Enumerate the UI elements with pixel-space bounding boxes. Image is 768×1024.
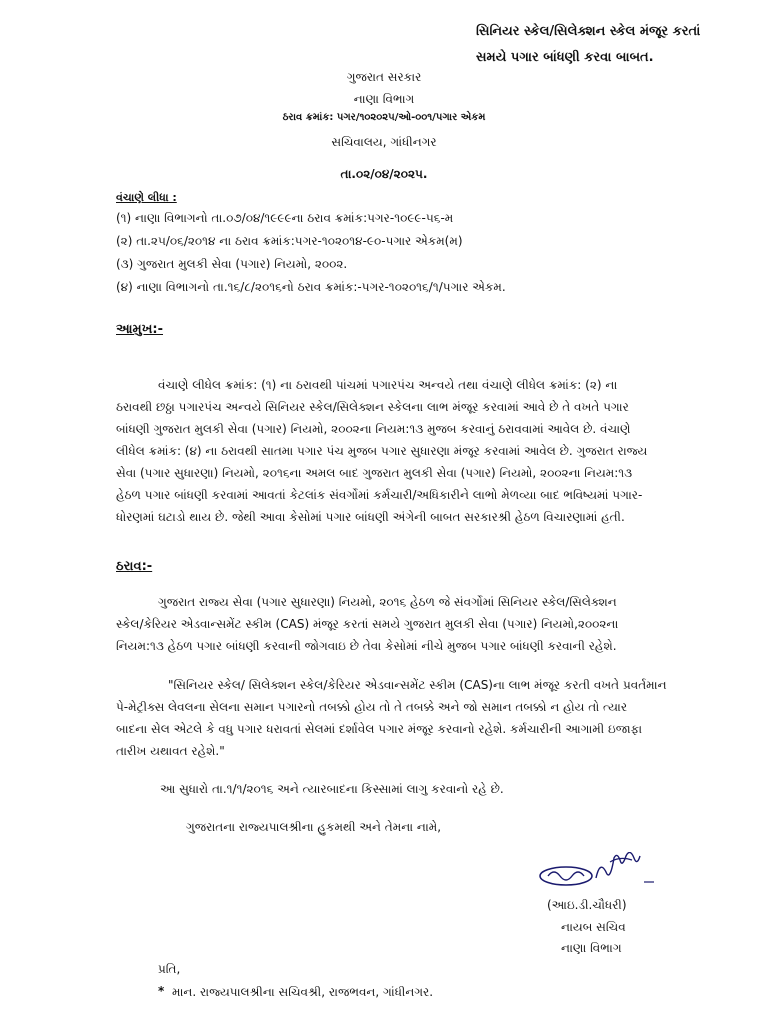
signature-image	[530, 852, 670, 892]
resolution-line: સ્કેલ/કેરિયર એડવાન્સમેંટ સ્કીમ (CAS) મંજૂર કરતાં સમયે ગુજરાત મુલકી સેવા (પગાર) નિયમો,૨૦૦૨ના	[116, 617, 619, 631]
resolution-line: તારીખ યથાવત રહેશે."	[116, 744, 225, 758]
signatory-department: નાણા વિભાગ	[561, 941, 622, 955]
preamble-heading: આમુખ:-	[116, 322, 163, 337]
preamble-paragraph	[116, 374, 647, 528]
preamble-line: બાંધણી ગુજરાત મુલકી સેવા (પગાર) નિયમો, ૨૦૦૨ના નિયમ:૧૩ મુજબ કરવાનું ઠરાવવામાં આવેલ છે. વંચાણે	[116, 422, 631, 436]
resolution-paragraph-1	[116, 591, 618, 657]
resolution-paragraph-2	[116, 674, 667, 762]
resolution-line: બાદના સેલ એટલે કે વધુ પગાર ધરાવતાં સેલમાં દર્શાવેલ પગાર મંજૂર કરવાનો રહેશે. કર્મચારીની આગામી ઇજાફા	[116, 722, 643, 736]
reference-item: (૧) નાણા વિભાગનો તા.૦૭/૦૪/૧૯૯૯ના ઠરાવ ક્રમાંક:પગર-૧૦૯૯-૫૬-મ	[116, 211, 454, 225]
subject-line-2: સમયે પગાર બાંધણી કરવા બાબત.	[476, 50, 654, 65]
subject-line-1: સિનિયર સ્કેલ/સિલેક્શન સ્કેલ મંજૂર કરતાં	[476, 24, 701, 39]
preamble-line: લીધેલ ક્રમાંક: (૪) ના ઠરાવથી સાતમા પગાર પંચ મુજબ પગાર સુધારણા મંજૂર કરવામાં આવેલ છે. ગુજરાત રાજ્ય	[116, 444, 648, 458]
date-line: તા.૦૨/૦૪/૨૦૨૫.	[340, 167, 428, 181]
resolution-heading: ઠરાવ:-	[116, 559, 153, 574]
government-name: ગુજરાત સરકાર	[346, 70, 422, 84]
department-name: નાણા વિભાગ	[353, 92, 415, 106]
signatory-name: (આઇ.ડી.ચૌધરી)	[547, 898, 627, 912]
reference-item: (૪) નાણા વિભાગનો તા.૧૬/૮/૨૦૧૬નો ઠરાવ ક્રમાંક:-પગર-૧૦૨૦૧૬/૧/પગાર એકમ.	[116, 280, 506, 294]
resolution-number: ઠરાવ ક્રમાંક: પગર/૧૦૨૦૨૫/ઓ-૦૦૧/પગાર એકમ	[282, 112, 486, 123]
recipient-bullet: *	[158, 984, 165, 998]
resolution-line: ગુજરાત રાજ્ય સેવા (પગાર સુધારણા) નિયમો, ૨૦૧૬ હેઠળ જે સંવર્ગોમાં સિનિયર સ્કેલ/સિલેક્શન	[158, 595, 617, 609]
preamble-line: હેઠળ પગાર બાંધણી કરવામાં આવતાં કેટલાંક સંવર્ગોમાં કર્મચારી/અધિકારીને લાભો મેળવ્યા બાદ ભવિષ્યમાં પગાર-	[116, 488, 643, 502]
signatory-designation: નાયબ સચિવ	[561, 920, 626, 934]
recipient-item: માન. રાજ્યપાલશ્રીના સચિવશ્રી, રાજભવન, ગાંધીનગર.	[172, 985, 434, 999]
references-title: વંચાણે લીધા :	[116, 191, 177, 204]
resolution-line: નિયમ:૧૩ હેઠળ પગાર બાંધણી કરવાની જોગવાઇ છે તેવા કેસોમાં નીચે મુજબ પગાર બાંધણી કરવાની રહેશે.	[116, 639, 617, 653]
reference-item: (૨) તા.૨૫/૦૬/૨૦૧૪ ના ઠરાવ ક્રમાંક:પગર-૧૦૨૦૧૪-૯૦-પગાર એકમ(મ)	[116, 234, 463, 248]
resolution-line: પે-મેટ્રીક્સ લેવલના સેલના સમાન પગારનો તબક્કો હોય તો તે તબક્કે અને જો સમાન તબક્કો ન હોય તો ત્યાર	[116, 700, 628, 714]
preamble-line: ધોરણમાં ઘટાડો થાય છે. જેથી આવા કેસોમાં પગાર બાંધણી અંગેની બાબત સરકારશ્રી હેઠળ વિચારણામાં હતી.	[116, 510, 625, 524]
resolution-line: "સિનિયર સ્કેલ/ સિલેક્શન સ્કેલ/કેરિયર એડવાન્સમેંટ સ્કીમ (CAS)ના લાભ મંજૂર કરતી વખતે પ્રવર્તમાન	[168, 678, 667, 692]
effective-date-line: આ સુધારો તા.૧/૧/૨૦૧૬ અને ત્યારબાદના કિસ્સામાં લાગુ કરવાનો રહે છે.	[160, 782, 504, 796]
place-line: સચિવાલય, ગાંધીનગર	[331, 135, 437, 149]
preamble-line: વંચાણે લીધેલ ક્રમાંક: (૧) ના ઠરાવથી પાંચમાં પગારપંચ અન્વયે તથા વંચાણે લીધેલ ક્રમાંક: (૨) ના	[158, 378, 618, 392]
reference-item: (૩) ગુજરાત મુલકી સેવા (પગાર) નિયમો, ૨૦૦૨.	[116, 257, 348, 271]
preamble-line: સેવા (પગાર સુધારણા) નિયમો, ૨૦૧૬ના અમલ બાદ ગુજરાત મુલકી સેવા (પગાર) નિયમો, ૨૦૦૨ના નિયમ:૧૩	[116, 466, 633, 480]
order-line: ગુજરાતના રાજ્યપાલશ્રીના હુકમથી અને તેમના નામે,	[186, 820, 442, 834]
recipients-title: પ્રતિ,	[158, 962, 181, 976]
preamble-line: ઠરાવથી છઠ્ઠા પગારપંચ અન્વયે સિનિયર સ્કેલ/સિલેક્શન સ્કેલના લાભ મંજૂર કરવામાં આવે છે તે વખતે પગાર	[116, 400, 629, 414]
